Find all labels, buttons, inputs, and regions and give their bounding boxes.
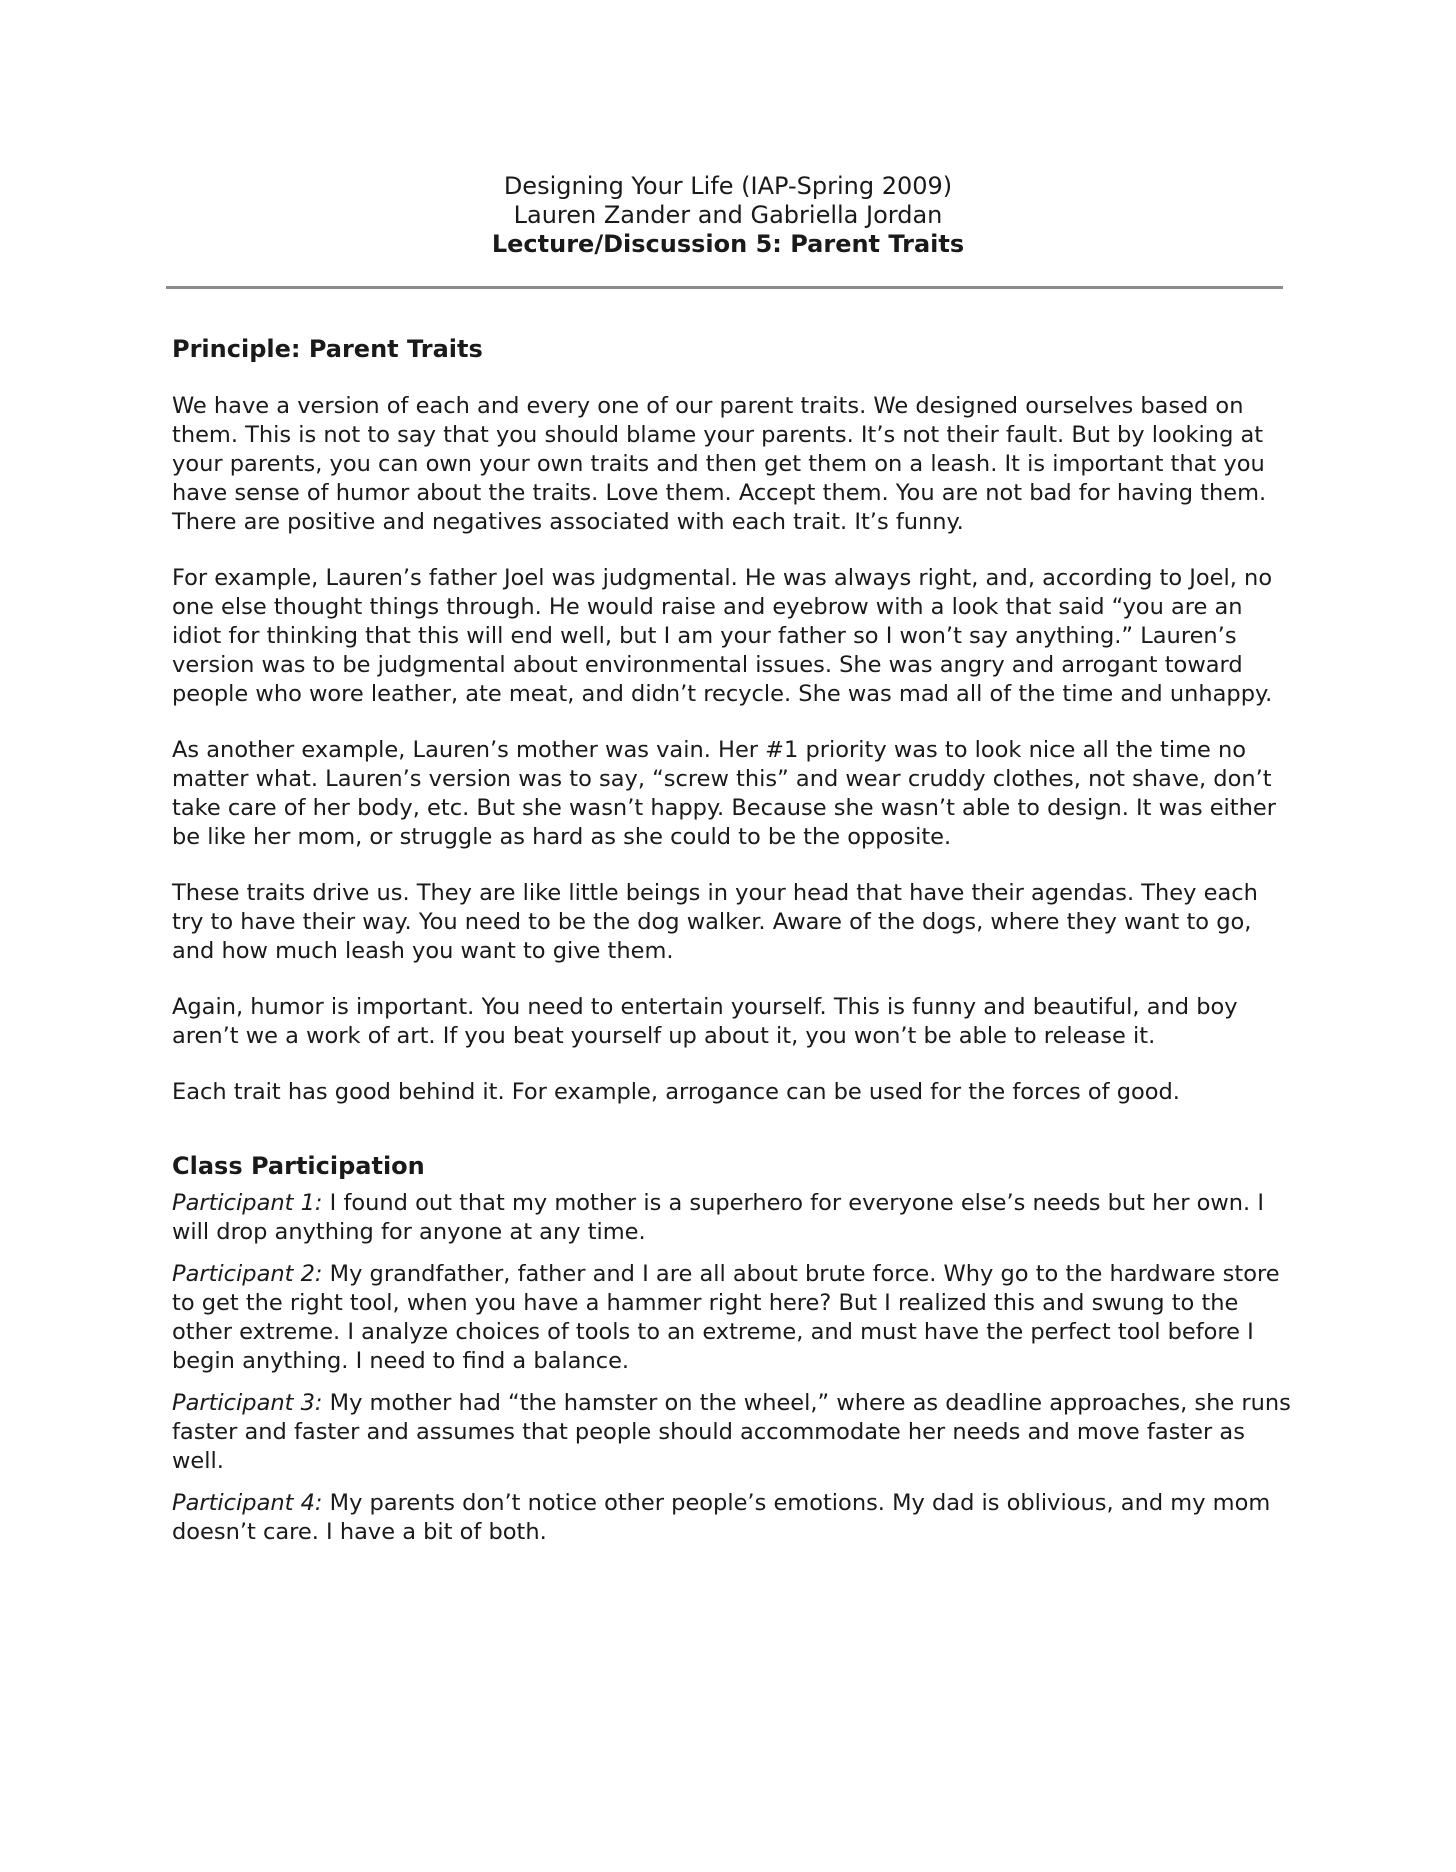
participant-entry-1 xyxy=(172,1189,1292,1247)
principle-paragraph-6: Each trait has good behind it. For example, arrogance can be used for the forces of good. xyxy=(172,1079,1180,1105)
course-title: Designing Your Life (IAP-Spring 2009) xyxy=(503,172,953,200)
participant-entry-4 xyxy=(172,1489,1292,1547)
participant-label: Participant 4: xyxy=(172,1490,323,1516)
header-divider xyxy=(166,286,1283,289)
participation-heading: Class Participation xyxy=(172,1152,425,1180)
principle-paragraph-5: Again, humor is important. You need to entertain yourself. This is funny and beautiful, and boy aren’t we a work of art. If you beat yourself up about it, you won’t be able to release it. xyxy=(172,994,1238,1049)
instructor-names: Lauren Zander and Gabriella Jordan xyxy=(513,201,943,229)
participant-label: Participant 3: xyxy=(172,1390,323,1416)
participant-text: My parents don’t notice other people’s emotions. My dad is oblivious, and my mom doesn’t care. I have a bit of both. xyxy=(172,1490,1271,1545)
document-header xyxy=(0,172,1456,259)
participant-label: Participant 2: xyxy=(172,1261,323,1287)
participant-entry-2 xyxy=(172,1260,1292,1376)
principle-paragraph-3: As another example, Lauren’s mother was vain. Her #1 priority was to look nice all the time no matter what. Lauren’s version was to say, “screw this” and wear cruddy clothes, not shave, don’t take care of her body, etc. But she wasn’t happy. Because she wasn’t able to design. It was either be like her mom, or struggle as hard as she could to be the opposite. xyxy=(172,737,1276,850)
principle-paragraph-1: We have a version of each and every one of our parent traits. We designed ourselves based on them. This is not to say that you should blame your parents. It’s not their fault. But by looking at your parents, you can own your own traits and then get them on a leash. It is important that you have sense of humor about the traits. Love them. Accept them. You are not bad for having them. There are positive and negatives associated with each trait. It’s funny. xyxy=(172,393,1267,535)
lecture-title: Lecture/Discussion 5: Parent Traits xyxy=(491,230,965,258)
participant-entry-3 xyxy=(172,1389,1292,1476)
participant-text: My mother had “the hamster on the wheel,” where as deadline approaches, she runs faster and faster and assumes that people should accommodate her needs and move faster as well. xyxy=(172,1390,1291,1474)
principle-heading: Principle: Parent Traits xyxy=(172,335,483,363)
principle-paragraph-4: These traits drive us. They are like little beings in your head that have their agendas. They each try to have their way. You need to be the dog walker. Aware of the dogs, where they want to go, and how much leash you want to give them. xyxy=(172,880,1258,964)
participant-label: Participant 1: xyxy=(172,1190,323,1216)
participant-text: My grandfather, father and I are all about brute force. Why go to the hardware store to get the right tool, when you have a hammer right here? But I realized this and swung to the other extreme. I analyze choices of tools to an extreme, and must have the perfect tool before I begin anything. I need to find a balance. xyxy=(172,1261,1280,1374)
principle-paragraph-2: For example, Lauren’s father Joel was judgmental. He was always right, and, according to Joel, no one else thought things through. He would raise and eyebrow with a look that said “you are an idiot for thinking that this will end well, but I am your father so I won’t say anything.” Lauren’s version was to be judgmental about environmental issues. She was angry and arrogant toward people who wore leather, ate meat, and didn’t recycle. She was mad all of the time and unhappy. xyxy=(172,565,1273,707)
participant-text: I found out that my mother is a superhero for everyone else’s needs but her own. I will drop anything for anyone at any time. xyxy=(172,1190,1264,1245)
document-body xyxy=(172,334,1292,1547)
